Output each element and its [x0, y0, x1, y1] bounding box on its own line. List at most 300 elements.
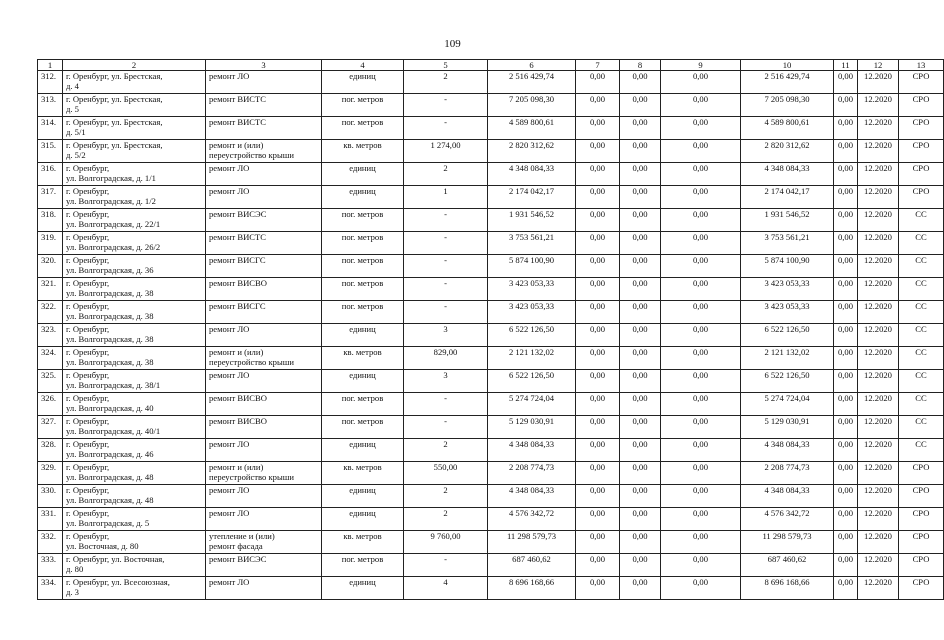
row-number: 330.	[38, 485, 63, 508]
deadline-cell: 12.2020	[858, 577, 899, 600]
column-header: 3	[206, 60, 322, 71]
address-cell-line: д. 4	[66, 81, 79, 92]
fund-owners-cell: 2 820 312,62	[741, 140, 834, 163]
fund-method-cell: СС	[899, 347, 944, 370]
address-cell-line: ул. Волгоградская, д. 1/2	[66, 196, 156, 207]
fund-federal-cell: 0,00	[576, 117, 620, 140]
quantity-cell: 3	[404, 324, 488, 347]
address-cell-line: ул. Волгоградская, д. 48	[66, 495, 154, 506]
address-cell	[63, 278, 206, 301]
column-header: 12	[858, 60, 899, 71]
table-row	[38, 462, 944, 485]
work-type-cell-line: ремонт ВИСГС	[209, 301, 266, 311]
deadline-cell: 12.2020	[858, 531, 899, 554]
fund-method-cell: СС	[899, 209, 944, 232]
total-cost-cell: 2 121 132,02	[488, 347, 576, 370]
fund-regional-cell: 0,00	[620, 163, 661, 186]
address-cell-line: г. Оренбург,	[66, 370, 110, 380]
total-cost-cell: 3 753 561,21	[488, 232, 576, 255]
quantity-cell: 4	[404, 577, 488, 600]
work-type-cell	[206, 439, 322, 462]
unit-cell: единиц	[322, 577, 404, 600]
total-cost-cell: 6 522 126,50	[488, 324, 576, 347]
fund-other-cell: 0,00	[834, 71, 858, 94]
work-type-cell	[206, 163, 322, 186]
address-cell-line: д. 5/2	[66, 150, 86, 161]
fund-other-cell: 0,00	[834, 278, 858, 301]
address-cell	[63, 232, 206, 255]
table-row	[38, 554, 944, 577]
fund-local-cell: 0,00	[661, 416, 741, 439]
fund-local-cell: 0,00	[661, 301, 741, 324]
address-cell	[63, 140, 206, 163]
quantity-cell: 1 274,00	[404, 140, 488, 163]
address-cell-line: ул. Волгоградская, д. 36	[66, 265, 154, 276]
work-type-cell-line: ремонт ЛО	[209, 163, 250, 173]
fund-federal-cell: 0,00	[576, 163, 620, 186]
deadline-cell: 12.2020	[858, 255, 899, 278]
address-cell-line: г. Оренбург, ул. Брестская,	[66, 140, 163, 150]
total-cost-cell: 5 874 100,90	[488, 255, 576, 278]
table-row	[38, 531, 944, 554]
fund-local-cell: 0,00	[661, 278, 741, 301]
work-type-cell-line: ремонт ВИСВО	[209, 393, 267, 403]
address-cell	[63, 531, 206, 554]
address-cell-line: ул. Волгоградская, д. 38	[66, 334, 154, 345]
table-row	[38, 324, 944, 347]
work-type-cell	[206, 140, 322, 163]
fund-federal-cell: 0,00	[576, 393, 620, 416]
deadline-cell: 12.2020	[858, 278, 899, 301]
quantity-cell: -	[404, 554, 488, 577]
work-type-cell-line: ремонт ЛО	[209, 577, 250, 587]
quantity-cell: 9 760,00	[404, 531, 488, 554]
address-cell	[63, 370, 206, 393]
work-type-cell-line: ремонт фасада	[209, 541, 263, 552]
fund-local-cell: 0,00	[661, 140, 741, 163]
fund-regional-cell: 0,00	[620, 140, 661, 163]
unit-cell: единиц	[322, 508, 404, 531]
address-cell-line: г. Оренбург,	[66, 416, 110, 426]
total-cost-cell: 5 274 724,04	[488, 393, 576, 416]
row-number: 324.	[38, 347, 63, 370]
fund-owners-cell: 4 576 342,72	[741, 508, 834, 531]
fund-method-cell: СС	[899, 255, 944, 278]
unit-cell: кв. метров	[322, 140, 404, 163]
quantity-cell: -	[404, 301, 488, 324]
fund-owners-cell: 5 274 724,04	[741, 393, 834, 416]
address-cell-line: ул. Волгоградская, д. 40	[66, 403, 154, 414]
fund-local-cell: 0,00	[661, 508, 741, 531]
fund-other-cell: 0,00	[834, 255, 858, 278]
fund-method-cell: СРО	[899, 462, 944, 485]
fund-regional-cell: 0,00	[620, 508, 661, 531]
address-cell-line: г. Оренбург,	[66, 301, 110, 311]
unit-cell: единиц	[322, 324, 404, 347]
fund-owners-cell: 5 874 100,90	[741, 255, 834, 278]
work-type-cell	[206, 531, 322, 554]
work-type-cell-line: переустройство крыши	[209, 150, 294, 161]
fund-regional-cell: 0,00	[620, 94, 661, 117]
unit-cell: кв. метров	[322, 347, 404, 370]
deadline-cell: 12.2020	[858, 232, 899, 255]
fund-method-cell: СС	[899, 324, 944, 347]
unit-cell: пог. метров	[322, 255, 404, 278]
address-cell-line: г. Оренбург,	[66, 278, 110, 288]
fund-regional-cell: 0,00	[620, 370, 661, 393]
fund-owners-cell: 3 423 053,33	[741, 278, 834, 301]
table-row	[38, 117, 944, 140]
address-cell-line: ул. Волгоградская, д. 22/1	[66, 219, 161, 230]
address-cell-line: ул. Волгоградская, д. 38	[66, 311, 154, 322]
work-type-cell	[206, 462, 322, 485]
fund-local-cell: 0,00	[661, 554, 741, 577]
fund-local-cell: 0,00	[661, 485, 741, 508]
address-cell-line: г. Оренбург,	[66, 439, 110, 449]
total-cost-cell: 3 423 053,33	[488, 301, 576, 324]
fund-federal-cell: 0,00	[576, 232, 620, 255]
fund-method-cell: СРО	[899, 485, 944, 508]
address-cell-line: г. Оренбург,	[66, 255, 110, 265]
deadline-cell: 12.2020	[858, 508, 899, 531]
quantity-cell: 2	[404, 508, 488, 531]
fund-regional-cell: 0,00	[620, 71, 661, 94]
fund-regional-cell: 0,00	[620, 531, 661, 554]
fund-regional-cell: 0,00	[620, 186, 661, 209]
row-number: 326.	[38, 393, 63, 416]
quantity-cell: 1	[404, 186, 488, 209]
work-type-cell	[206, 370, 322, 393]
total-cost-cell: 5 129 030,91	[488, 416, 576, 439]
fund-method-cell: СРО	[899, 531, 944, 554]
fund-regional-cell: 0,00	[620, 577, 661, 600]
address-cell-line: г. Оренбург,	[66, 393, 110, 403]
work-type-cell-line: ремонт ВИСЭС	[209, 209, 267, 219]
table-row	[38, 255, 944, 278]
work-type-cell	[206, 278, 322, 301]
fund-method-cell: СС	[899, 232, 944, 255]
address-cell	[63, 163, 206, 186]
fund-method-cell: СС	[899, 370, 944, 393]
total-cost-cell: 1 931 546,52	[488, 209, 576, 232]
work-type-cell-line: ремонт и (или)	[209, 140, 264, 150]
address-cell-line: д. 3	[66, 587, 79, 598]
address-cell	[63, 508, 206, 531]
quantity-cell: -	[404, 416, 488, 439]
unit-cell: кв. метров	[322, 462, 404, 485]
address-cell	[63, 324, 206, 347]
fund-regional-cell: 0,00	[620, 347, 661, 370]
work-type-cell-line: ремонт ВИСВО	[209, 416, 267, 426]
table-row	[38, 370, 944, 393]
row-number: 315.	[38, 140, 63, 163]
unit-cell: единиц	[322, 186, 404, 209]
unit-cell: пог. метров	[322, 554, 404, 577]
fund-local-cell: 0,00	[661, 347, 741, 370]
quantity-cell: 2	[404, 71, 488, 94]
fund-local-cell: 0,00	[661, 324, 741, 347]
row-number: 319.	[38, 232, 63, 255]
address-cell	[63, 255, 206, 278]
fund-local-cell: 0,00	[661, 531, 741, 554]
fund-federal-cell: 0,00	[576, 485, 620, 508]
fund-local-cell: 0,00	[661, 94, 741, 117]
unit-cell: единиц	[322, 485, 404, 508]
fund-other-cell: 0,00	[834, 94, 858, 117]
address-cell-line: ул. Волгоградская, д. 40/1	[66, 426, 161, 437]
address-cell-line: г. Оренбург,	[66, 324, 110, 334]
fund-other-cell: 0,00	[834, 370, 858, 393]
fund-local-cell: 0,00	[661, 393, 741, 416]
works-table	[37, 59, 944, 600]
deadline-cell: 12.2020	[858, 117, 899, 140]
table-row	[38, 439, 944, 462]
address-cell	[63, 301, 206, 324]
row-number: 334.	[38, 577, 63, 600]
deadline-cell: 12.2020	[858, 485, 899, 508]
deadline-cell: 12.2020	[858, 439, 899, 462]
fund-owners-cell: 2 121 132,02	[741, 347, 834, 370]
row-number: 321.	[38, 278, 63, 301]
column-header: 8	[620, 60, 661, 71]
work-type-cell	[206, 416, 322, 439]
column-header: 5	[404, 60, 488, 71]
fund-local-cell: 0,00	[661, 255, 741, 278]
fund-federal-cell: 0,00	[576, 370, 620, 393]
work-type-cell-line: ремонт ВИСТС	[209, 232, 267, 242]
address-cell	[63, 416, 206, 439]
fund-owners-cell: 6 522 126,50	[741, 370, 834, 393]
row-number: 328.	[38, 439, 63, 462]
quantity-cell: -	[404, 255, 488, 278]
deadline-cell: 12.2020	[858, 209, 899, 232]
fund-federal-cell: 0,00	[576, 186, 620, 209]
address-cell	[63, 209, 206, 232]
row-number: 313.	[38, 94, 63, 117]
address-cell-line: г. Оренбург,	[66, 209, 110, 219]
address-cell-line: г. Оренбург, ул. Брестская,	[66, 117, 163, 127]
work-type-cell-line: ремонт ЛО	[209, 71, 250, 81]
total-cost-cell: 4 589 800,61	[488, 117, 576, 140]
fund-method-cell: СРО	[899, 117, 944, 140]
work-type-cell-line: ремонт ЛО	[209, 439, 250, 449]
unit-cell: пог. метров	[322, 393, 404, 416]
work-type-cell	[206, 255, 322, 278]
address-cell	[63, 554, 206, 577]
total-cost-cell: 4 576 342,72	[488, 508, 576, 531]
row-number: 329.	[38, 462, 63, 485]
fund-other-cell: 0,00	[834, 554, 858, 577]
fund-regional-cell: 0,00	[620, 324, 661, 347]
address-cell-line: д. 5	[66, 104, 79, 115]
fund-method-cell: СРО	[899, 186, 944, 209]
work-type-cell-line: ремонт ВИСТС	[209, 94, 267, 104]
address-cell-line: ул. Волгоградская, д. 48	[66, 472, 154, 483]
row-number: 314.	[38, 117, 63, 140]
work-type-cell-line: ремонт ВИСГС	[209, 255, 266, 265]
total-cost-cell: 7 205 098,30	[488, 94, 576, 117]
row-number: 331.	[38, 508, 63, 531]
deadline-cell: 12.2020	[858, 163, 899, 186]
address-cell-line: г. Оренбург, ул. Брестская,	[66, 71, 163, 81]
address-cell-line: г. Оренбург, ул. Брестская,	[66, 94, 163, 104]
total-cost-cell: 8 696 168,66	[488, 577, 576, 600]
fund-local-cell: 0,00	[661, 577, 741, 600]
quantity-cell: -	[404, 232, 488, 255]
deadline-cell: 12.2020	[858, 94, 899, 117]
deadline-cell: 12.2020	[858, 186, 899, 209]
fund-other-cell: 0,00	[834, 163, 858, 186]
quantity-cell: -	[404, 94, 488, 117]
fund-federal-cell: 0,00	[576, 577, 620, 600]
total-cost-cell: 6 522 126,50	[488, 370, 576, 393]
quantity-cell: -	[404, 278, 488, 301]
address-cell	[63, 94, 206, 117]
work-type-cell-line: ремонт ЛО	[209, 186, 250, 196]
fund-local-cell: 0,00	[661, 117, 741, 140]
table-row	[38, 163, 944, 186]
fund-federal-cell: 0,00	[576, 209, 620, 232]
address-cell	[63, 71, 206, 94]
column-header: 1	[38, 60, 63, 71]
fund-owners-cell: 3 753 561,21	[741, 232, 834, 255]
table-body	[38, 71, 944, 600]
fund-federal-cell: 0,00	[576, 324, 620, 347]
fund-other-cell: 0,00	[834, 186, 858, 209]
unit-cell: пог. метров	[322, 416, 404, 439]
table-row	[38, 140, 944, 163]
address-cell-line: ул. Волгоградская, д. 38	[66, 288, 154, 299]
unit-cell: пог. метров	[322, 278, 404, 301]
address-cell-line: г. Оренбург,	[66, 163, 110, 173]
quantity-cell: 2	[404, 485, 488, 508]
quantity-cell: -	[404, 117, 488, 140]
fund-method-cell: СРО	[899, 508, 944, 531]
fund-method-cell: СРО	[899, 71, 944, 94]
row-number: 322.	[38, 301, 63, 324]
column-header: 13	[899, 60, 944, 71]
unit-cell: пог. метров	[322, 301, 404, 324]
table-row	[38, 209, 944, 232]
work-type-cell-line: ремонт и (или)	[209, 347, 264, 357]
address-cell-line: г. Оренбург,	[66, 508, 110, 518]
fund-local-cell: 0,00	[661, 462, 741, 485]
deadline-cell: 12.2020	[858, 347, 899, 370]
fund-federal-cell: 0,00	[576, 347, 620, 370]
fund-federal-cell: 0,00	[576, 278, 620, 301]
unit-cell: единиц	[322, 163, 404, 186]
address-cell-line: г. Оренбург,	[66, 186, 110, 196]
fund-other-cell: 0,00	[834, 324, 858, 347]
fund-method-cell: СРО	[899, 554, 944, 577]
fund-federal-cell: 0,00	[576, 462, 620, 485]
fund-federal-cell: 0,00	[576, 531, 620, 554]
fund-method-cell: СС	[899, 416, 944, 439]
work-type-cell-line: ремонт ЛО	[209, 485, 250, 495]
fund-other-cell: 0,00	[834, 485, 858, 508]
total-cost-cell: 2 820 312,62	[488, 140, 576, 163]
table-row	[38, 71, 944, 94]
table-row	[38, 508, 944, 531]
fund-local-cell: 0,00	[661, 370, 741, 393]
work-type-cell-line: ремонт ЛО	[209, 324, 250, 334]
deadline-cell: 12.2020	[858, 554, 899, 577]
fund-regional-cell: 0,00	[620, 554, 661, 577]
address-cell	[63, 577, 206, 600]
fund-regional-cell: 0,00	[620, 439, 661, 462]
fund-local-cell: 0,00	[661, 439, 741, 462]
row-number: 312.	[38, 71, 63, 94]
row-number: 325.	[38, 370, 63, 393]
total-cost-cell: 4 348 084,33	[488, 439, 576, 462]
fund-other-cell: 0,00	[834, 393, 858, 416]
work-type-cell	[206, 232, 322, 255]
address-cell	[63, 462, 206, 485]
fund-owners-cell: 4 348 084,33	[741, 485, 834, 508]
fund-other-cell: 0,00	[834, 416, 858, 439]
work-type-cell-line: ремонт и (или)	[209, 462, 264, 472]
work-type-cell	[206, 117, 322, 140]
fund-regional-cell: 0,00	[620, 462, 661, 485]
fund-other-cell: 0,00	[834, 531, 858, 554]
address-cell-line: ул. Волгоградская, д. 5	[66, 518, 150, 529]
work-type-cell	[206, 347, 322, 370]
unit-cell: пог. метров	[322, 209, 404, 232]
address-cell-line: д. 80	[66, 564, 84, 575]
row-number: 327.	[38, 416, 63, 439]
deadline-cell: 12.2020	[858, 324, 899, 347]
total-cost-cell: 4 348 084,33	[488, 485, 576, 508]
fund-method-cell: СРО	[899, 140, 944, 163]
work-type-cell-line: ремонт ВИСТС	[209, 117, 267, 127]
fund-regional-cell: 0,00	[620, 117, 661, 140]
fund-owners-cell: 1 931 546,52	[741, 209, 834, 232]
fund-federal-cell: 0,00	[576, 416, 620, 439]
address-cell-line: г. Оренбург,	[66, 462, 110, 472]
fund-federal-cell: 0,00	[576, 71, 620, 94]
fund-owners-cell: 2 208 774,73	[741, 462, 834, 485]
unit-cell: пог. метров	[322, 232, 404, 255]
fund-other-cell: 0,00	[834, 209, 858, 232]
fund-owners-cell: 687 460,62	[741, 554, 834, 577]
fund-federal-cell: 0,00	[576, 255, 620, 278]
work-type-cell	[206, 324, 322, 347]
fund-regional-cell: 0,00	[620, 255, 661, 278]
work-type-cell	[206, 71, 322, 94]
fund-other-cell: 0,00	[834, 462, 858, 485]
fund-local-cell: 0,00	[661, 163, 741, 186]
table-row	[38, 186, 944, 209]
address-cell-line: г. Оренбург,	[66, 347, 110, 357]
quantity-cell: 829,00	[404, 347, 488, 370]
work-type-cell-line: ремонт ЛО	[209, 508, 250, 518]
column-header: 10	[741, 60, 834, 71]
quantity-cell: 3	[404, 370, 488, 393]
address-cell-line: г. Оренбург,	[66, 232, 110, 242]
table-header-row	[38, 60, 944, 71]
fund-owners-cell: 3 423 053,33	[741, 301, 834, 324]
quantity-cell: 2	[404, 439, 488, 462]
address-cell-line: ул. Восточная, д. 80	[66, 541, 139, 552]
table-row	[38, 347, 944, 370]
fund-local-cell: 0,00	[661, 232, 741, 255]
fund-owners-cell: 4 348 084,33	[741, 163, 834, 186]
fund-regional-cell: 0,00	[620, 278, 661, 301]
fund-federal-cell: 0,00	[576, 94, 620, 117]
fund-other-cell: 0,00	[834, 140, 858, 163]
fund-owners-cell: 4 589 800,61	[741, 117, 834, 140]
fund-federal-cell: 0,00	[576, 439, 620, 462]
